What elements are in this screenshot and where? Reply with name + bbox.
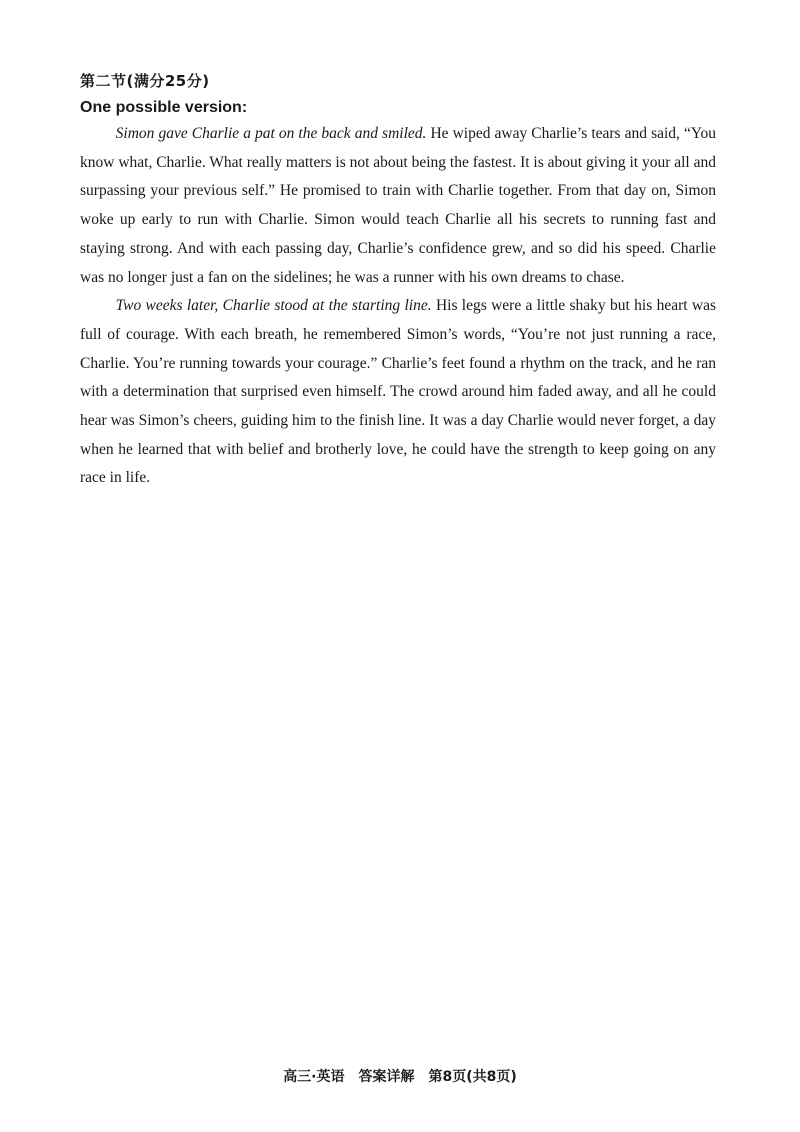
section-title: 第二节(满分25分)	[80, 72, 210, 90]
page-footer: 高三·英语 答案详解 第8页(共8页)	[283, 1069, 517, 1085]
paragraph-2-body: His legs were a little shaky but his heart was full of courage. With each breath, he remembered Simon’s words, “You’re not just running a race, Charlie. You’re running towards your courage.” Charlie’s feet found a rhythm on the track, and he ran with a determination that surprised even himself. The crowd around him faded away, and all he could hear was Simon’s cheers, guiding him to the finish line. It was a day Charlie would never forget, a day when he learned that with belief and brotherly love, he could have the strength to keep going on any race in life.	[80, 297, 716, 487]
paragraph-1-lead-sentence: Simon gave Charlie a pat on the back and smiled.	[115, 125, 427, 142]
essay-paragraph-1	[80, 120, 716, 292]
paragraph-1-body: He wiped away Charlie’s tears and said, “You know what, Charlie. What really matters is not about being the fastest. It is about giving it your all and surpassing your previous self.” He promised to train with Charlie together. From that day on, Simon woke up early to run with Charlie. Simon would teach Charlie all his secrets to running fast and staying strong. And with each passing day, Charlie’s confidence grew, and so did his speed. Charlie was no longer just a fan on the sidelines; he was a runner with his own dreams to chase.	[80, 125, 717, 286]
paragraph-2-lead-sentence: Two weeks later, Charlie stood at the starting line.	[115, 297, 432, 315]
essay-paragraph-2	[80, 292, 716, 493]
version-heading: One possible version:	[80, 99, 248, 116]
model-essay	[80, 120, 716, 493]
